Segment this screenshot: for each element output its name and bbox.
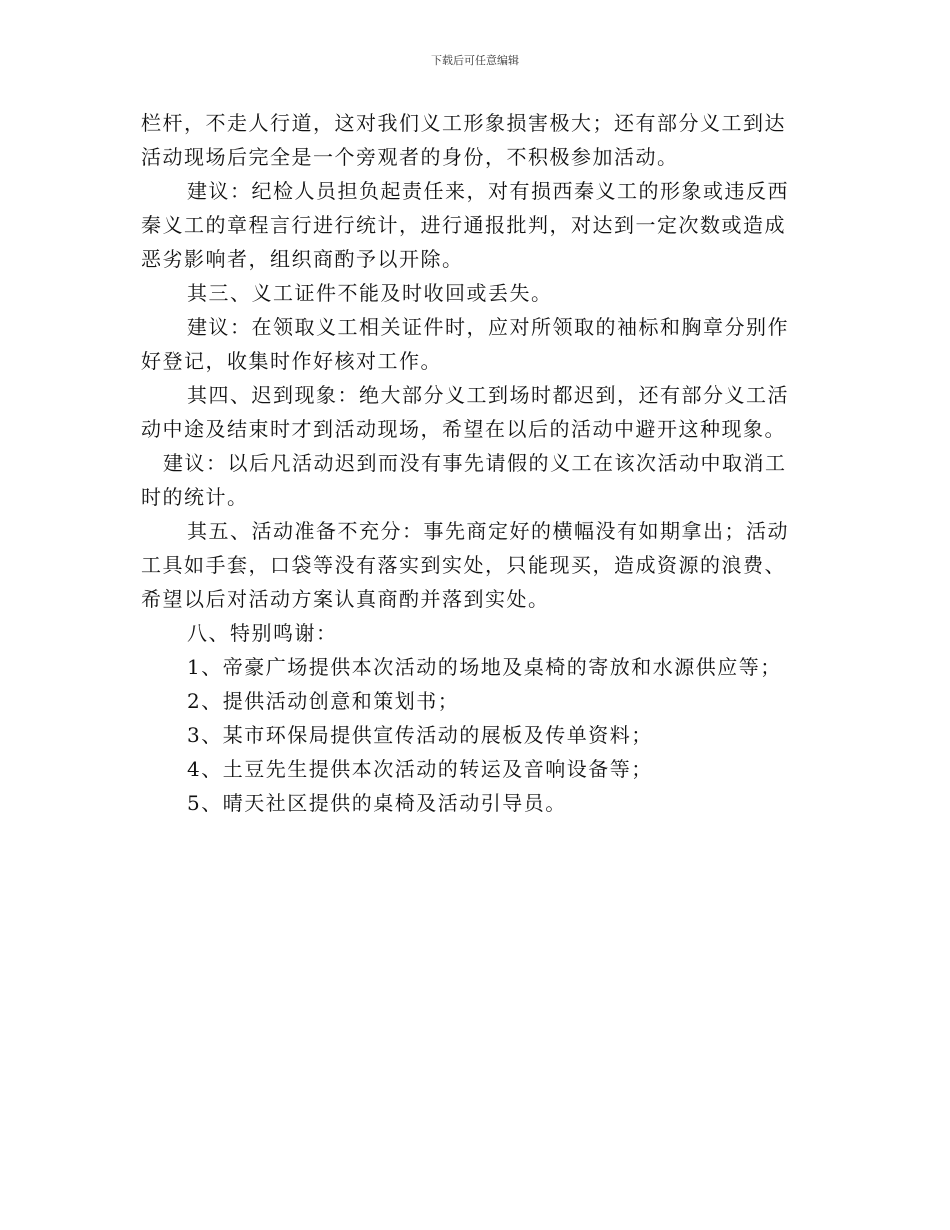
text-line: 其五、活动准备不充分：事先商定好的横幅没有如期拿出；活动 xyxy=(187,519,789,543)
list-item: 1、帝豪广场提供本次活动的场地及桌椅的寄放和水源供应等； xyxy=(187,655,782,679)
text-line: 秦义工的章程言行进行统计，进行通报批判，对达到一定次数或造成 xyxy=(141,213,786,237)
list-item: 3、某市环保局提供宣传活动的展板及传单资料； xyxy=(187,723,653,747)
text-line: 好登记，收集时作好核对工作。 xyxy=(141,349,442,373)
text-line: 其三、义工证件不能及时收回或丢失。 xyxy=(187,281,553,305)
text-line: 栏杆，不走人行道，这对我们义工形象损害极大；还有部分义工到达 xyxy=(141,111,786,135)
section-heading: 八、特别鸣谢： xyxy=(187,621,338,645)
document-body xyxy=(141,106,809,820)
text-line: 恶劣影响者，组织商酌予以开除。 xyxy=(141,247,464,271)
text-line: 建议：纪检人员担负起责任来，对有损西秦义工的形象或违反西 xyxy=(187,179,789,203)
text-line: 活动现场后完全是一个旁观者的身份，不积极参加活动。 xyxy=(141,145,679,169)
text-line: 其四、迟到现象：绝大部分义工到场时都迟到，还有部分义工活 xyxy=(187,383,789,407)
text-line: 建议：以后凡活动迟到而没有事先请假的义工在该次活动中取消工 xyxy=(163,451,787,475)
page-header: 下载后可任意编辑 xyxy=(431,54,519,67)
list-item: 5、晴天社区提供的桌椅及活动引导员。 xyxy=(187,791,567,815)
list-item: 2、提供活动创意和策划书； xyxy=(187,689,460,713)
list-item: 4、土豆先生提供本次活动的转运及音响设备等； xyxy=(187,757,653,781)
text-line: 建议：在领取义工相关证件时，应对所领取的袖标和胸章分别作 xyxy=(187,315,789,339)
text-line: 工具如手套，口袋等没有落实到实处，只能现买，造成资源的浪费、 xyxy=(141,553,786,577)
text-line: 时的统计。 xyxy=(141,485,249,509)
text-line: 动中途及结束时才到活动现场，希望在以后的活动中避开这种现象。 xyxy=(141,417,786,441)
text-line: 希望以后对活动方案认真商酌并落到实处。 xyxy=(141,587,550,611)
